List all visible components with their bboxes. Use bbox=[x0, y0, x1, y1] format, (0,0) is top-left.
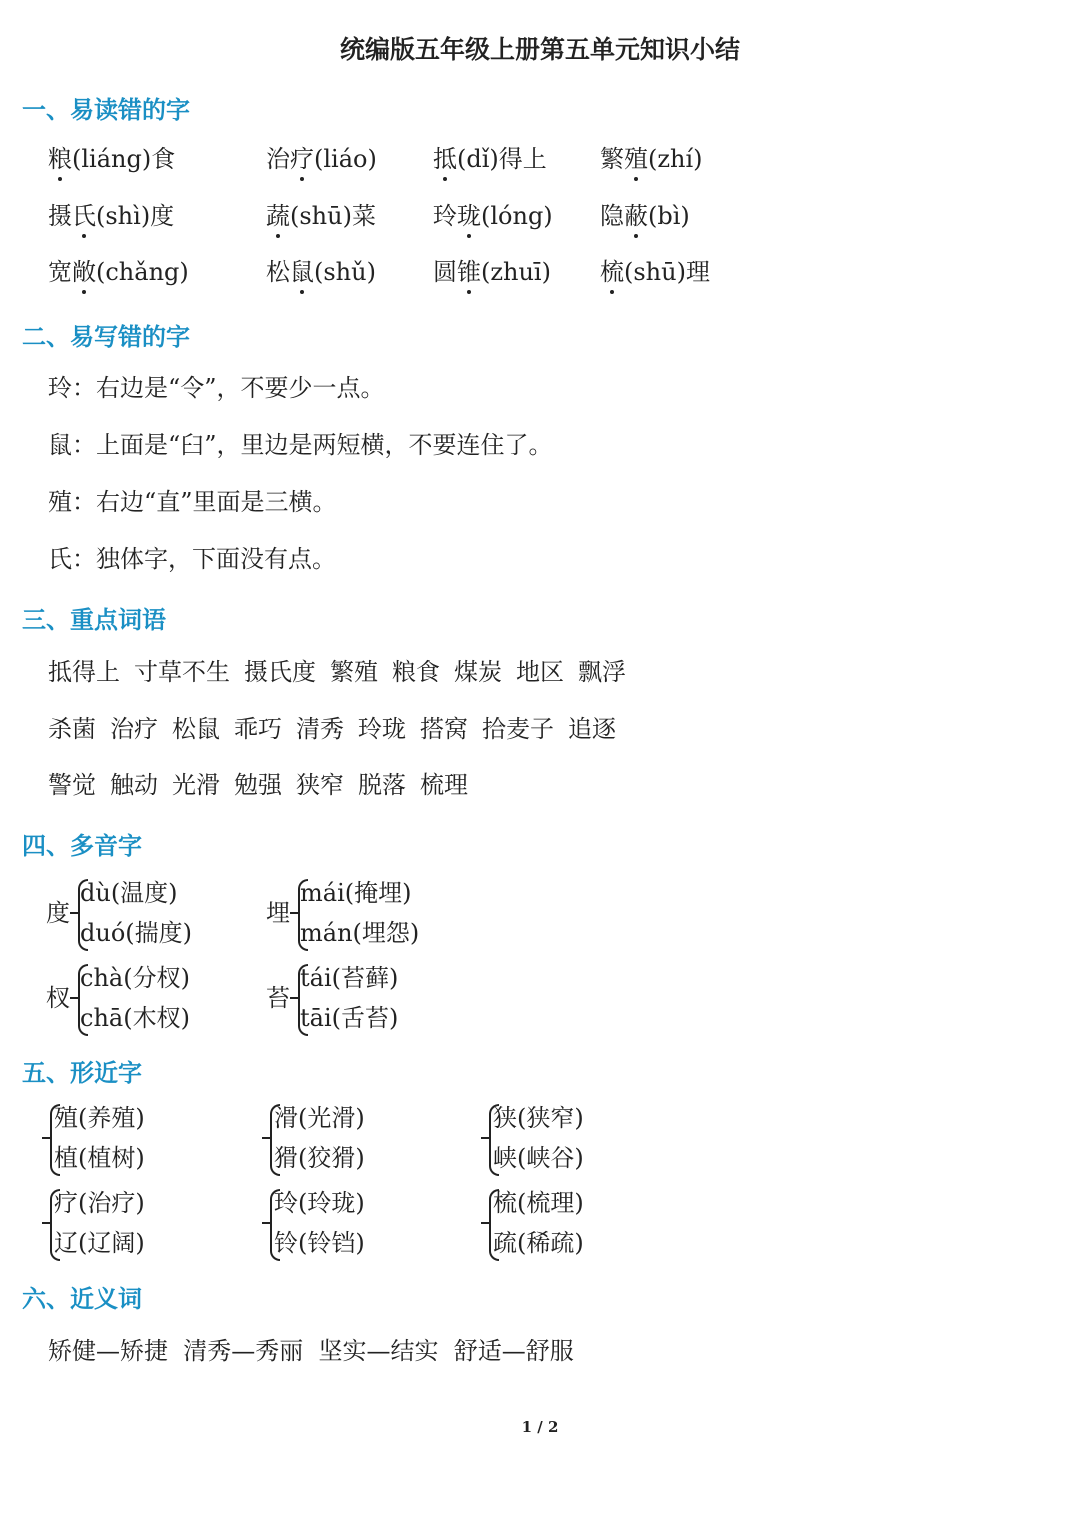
polyphone-reading: dù(温度) bbox=[80, 879, 178, 907]
key-word: 清秀 bbox=[296, 715, 344, 743]
reading-suffix: (bì) bbox=[648, 202, 690, 230]
polyphone-char: 苔 bbox=[266, 984, 290, 1012]
reading-item bbox=[600, 142, 703, 176]
key-word: 粮食 bbox=[392, 658, 440, 686]
reading-prefix: 摄 bbox=[48, 202, 72, 230]
emphasis-char: 蔬 bbox=[266, 199, 290, 233]
similar-char: 辽(辽阔) bbox=[54, 1229, 145, 1257]
key-words-row-1 bbox=[48, 655, 640, 689]
key-word: 繁殖 bbox=[330, 658, 378, 686]
reading-prefix: 松 bbox=[266, 258, 290, 286]
writing-tip: 氏：独体字，下面没有点。 bbox=[48, 545, 336, 573]
reading-suffix: (dǐ)得上 bbox=[457, 145, 547, 173]
key-word: 搭窝 bbox=[420, 715, 468, 743]
reading-item bbox=[433, 255, 551, 289]
emphasis-char: 敞 bbox=[72, 255, 96, 289]
section-heading-synonyms: 六、近义词 bbox=[22, 1285, 142, 1313]
key-words-row-3 bbox=[48, 768, 482, 802]
key-word: 寸草不生 bbox=[134, 658, 230, 686]
emphasis-char: 鼠 bbox=[290, 255, 314, 289]
key-word: 治疗 bbox=[110, 715, 158, 743]
emphasis-char: 珑 bbox=[457, 199, 481, 233]
key-word: 乖巧 bbox=[234, 715, 282, 743]
emphasis-char: 梳 bbox=[600, 255, 624, 289]
polyphone-reading: chā(木杈) bbox=[80, 1004, 190, 1032]
reading-suffix: (shū)理 bbox=[624, 258, 710, 286]
key-word: 地区 bbox=[516, 658, 564, 686]
reading-prefix: 隐 bbox=[600, 202, 624, 230]
reading-item bbox=[600, 199, 690, 233]
emphasis-char: 氏 bbox=[72, 199, 96, 233]
similar-char: 殖(养殖) bbox=[54, 1104, 145, 1132]
key-word: 玲珑 bbox=[358, 715, 406, 743]
polyphone-char: 度 bbox=[46, 899, 70, 927]
reading-item bbox=[266, 255, 376, 289]
similar-char: 铃(铃铛) bbox=[274, 1229, 365, 1257]
key-word: 飘浮 bbox=[578, 658, 626, 686]
key-word: 警觉 bbox=[48, 771, 96, 799]
writing-tip: 鼠：上面是“臼”，里边是两短横，不要连住了。 bbox=[48, 431, 553, 459]
similar-char: 猾(狡猾) bbox=[274, 1144, 365, 1172]
polyphone-reading: mái(掩埋) bbox=[300, 879, 412, 907]
reading-prefix: 繁 bbox=[600, 145, 624, 173]
key-word: 煤炭 bbox=[454, 658, 502, 686]
reading-suffix: (shǔ) bbox=[314, 258, 376, 286]
reading-suffix: (liáo) bbox=[314, 145, 377, 173]
reading-prefix: 治 bbox=[266, 145, 290, 173]
section-heading-reading: 一、易读错的字 bbox=[22, 96, 190, 124]
emphasis-char: 抵 bbox=[433, 142, 457, 176]
polyphone-reading: tái(苔藓) bbox=[300, 964, 399, 992]
writing-tip: 玲：右边是“令”，不要少一点。 bbox=[48, 374, 385, 402]
emphasis-char: 粮 bbox=[48, 142, 72, 176]
emphasis-char: 疗 bbox=[290, 142, 314, 176]
key-word: 狭窄 bbox=[296, 771, 344, 799]
polyphone-reading: duó(揣度) bbox=[80, 919, 192, 947]
key-word: 抵得上 bbox=[48, 658, 120, 686]
key-word: 拾麦子 bbox=[482, 715, 554, 743]
page-number: 1 / 2 bbox=[521, 1418, 559, 1436]
section-heading-similar: 五、形近字 bbox=[22, 1059, 142, 1087]
similar-char: 梳(梳理) bbox=[493, 1189, 584, 1217]
polyphone-reading: mán(埋怨) bbox=[300, 919, 420, 947]
section-heading-key-words: 三、重点词语 bbox=[22, 606, 166, 634]
reading-item bbox=[48, 142, 175, 176]
reading-item bbox=[433, 199, 553, 233]
key-word: 松鼠 bbox=[172, 715, 220, 743]
reading-suffix: (zhuī) bbox=[481, 258, 551, 286]
key-word: 追逐 bbox=[568, 715, 616, 743]
similar-char: 滑(光滑) bbox=[274, 1104, 365, 1132]
reading-item bbox=[433, 142, 547, 176]
similar-char: 狭(狭窄) bbox=[493, 1104, 584, 1132]
key-word: 勉强 bbox=[234, 771, 282, 799]
similar-char: 疗(治疗) bbox=[54, 1189, 145, 1217]
reading-prefix: 圆 bbox=[433, 258, 457, 286]
polyphone-reading: chà(分杈) bbox=[80, 964, 190, 992]
similar-char: 玲(玲珑) bbox=[274, 1189, 365, 1217]
key-word: 脱落 bbox=[358, 771, 406, 799]
key-word: 光滑 bbox=[172, 771, 220, 799]
similar-char: 峡(峡谷) bbox=[493, 1144, 584, 1172]
key-word: 触动 bbox=[110, 771, 158, 799]
polyphone-reading: tāi(舌苔) bbox=[300, 1004, 399, 1032]
page-title: 统编版五年级上册第五单元知识小结 bbox=[339, 35, 740, 64]
reading-prefix: 宽 bbox=[48, 258, 72, 286]
reading-suffix: (zhí) bbox=[648, 145, 703, 173]
similar-char: 植(植树) bbox=[54, 1144, 145, 1172]
reading-suffix: (chǎng) bbox=[96, 258, 189, 286]
reading-item bbox=[48, 199, 174, 233]
writing-tip: 殖：右边“直”里面是三横。 bbox=[48, 488, 337, 516]
reading-suffix: (liáng)食 bbox=[72, 145, 176, 173]
reading-item bbox=[600, 255, 710, 289]
key-word: 摄氏度 bbox=[244, 658, 316, 686]
emphasis-char: 蔽 bbox=[624, 199, 648, 233]
key-word: 杀菌 bbox=[48, 715, 96, 743]
polyphone-char: 杈 bbox=[46, 984, 70, 1012]
reading-item bbox=[48, 255, 189, 289]
section-heading-writing: 二、易写错的字 bbox=[22, 323, 190, 351]
emphasis-char: 殖 bbox=[624, 142, 648, 176]
reading-item bbox=[266, 142, 377, 176]
section-heading-polyphones: 四、多音字 bbox=[22, 832, 142, 860]
reading-suffix: (shì)度 bbox=[96, 202, 175, 230]
similar-char: 疏(稀疏) bbox=[493, 1229, 584, 1257]
emphasis-char: 锥 bbox=[457, 255, 481, 289]
key-words-row-2 bbox=[48, 712, 630, 746]
reading-suffix: (shū)菜 bbox=[290, 202, 376, 230]
reading-suffix: (lóng) bbox=[481, 202, 553, 230]
reading-item bbox=[266, 199, 376, 233]
reading-prefix: 玲 bbox=[433, 202, 457, 230]
polyphone-char: 埋 bbox=[266, 899, 290, 927]
key-word: 梳理 bbox=[420, 771, 468, 799]
synonym-pairs: 矫健—矫捷 清秀—秀丽 坚实—结实 舒适—舒服 bbox=[48, 1337, 574, 1365]
